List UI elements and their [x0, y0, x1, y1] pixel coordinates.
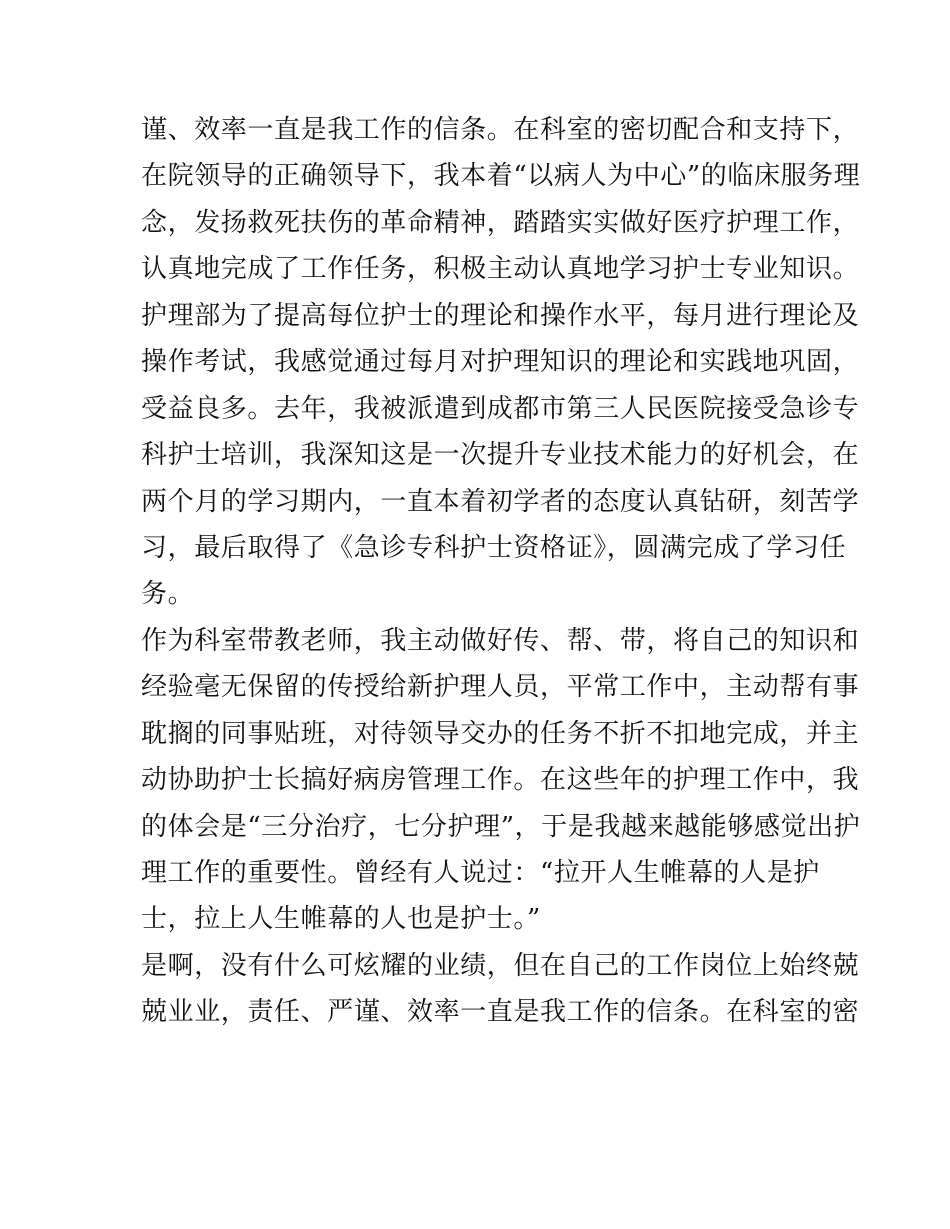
text-line: 科护士培训，我深知这是一次提升专业技术能力的好机会，在 [141, 440, 860, 471]
text-line: 兢业业，责任、严谨、效率一直是我工作的信条。在科室的密 [141, 997, 860, 1028]
text-line: 认真地完成了工作任务，积极主动认真地学习护士专业知识。 [141, 254, 860, 285]
text-line: 两个月的学习期内，一直本着初学者的态度认真钻研，刻苦学 [141, 486, 860, 517]
text-line: 的体会是“三分治疗，七分护理”，于是我越来越能够感觉出护 [141, 811, 861, 842]
text-line: 务。 [141, 579, 195, 610]
text-line: 动协助护士长搞好病房管理工作。在这些年的护理工作中，我 [141, 765, 860, 796]
text-line: 作为科室带教老师，我主动做好传、帮、带，将自己的知识和 [141, 625, 860, 656]
text-line: 耽搁的同事贴班，对待领导交办的任务不折不扣地完成，并主 [141, 718, 860, 749]
text-line: 经验毫无保留的传授给新护理人员，平常工作中，主动帮有事 [141, 672, 860, 703]
text-line: 谨、效率一直是我工作的信条。在科室的密切配合和支持下， [141, 115, 860, 145]
text-line: 习，最后取得了《急诊专科护士资格证》，圆满完成了学习任 [141, 532, 847, 563]
text-line: 护理部为了提高每位护士的理论和操作水平，每月进行理论及 [141, 300, 860, 331]
text-line: 念，发扬救死扶伤的革命精神，踏踏实实做好医疗护理工作， [141, 207, 860, 238]
body-text [141, 107, 861, 1036]
text-line: 在院领导的正确领导下，我本着“以病人为中心”的临床服务理 [141, 161, 861, 192]
text-line: 理工作的重要性。曾经有人说过：“拉开人生帷幕的人是护 [141, 858, 820, 888]
text-line: 受益良多。去年，我被派遣到成都市第三人民医院接受急诊专 [141, 393, 860, 424]
text-line: 操作考试，我感觉通过每月对护理知识的理论和实践地巩固， [141, 347, 860, 378]
text-line: 是啊，没有什么可炫耀的业绩，但在自己的工作岗位上始终兢 [141, 950, 860, 981]
text-line: 士，拉上人生帷幕的人也是护士。” [141, 904, 541, 935]
